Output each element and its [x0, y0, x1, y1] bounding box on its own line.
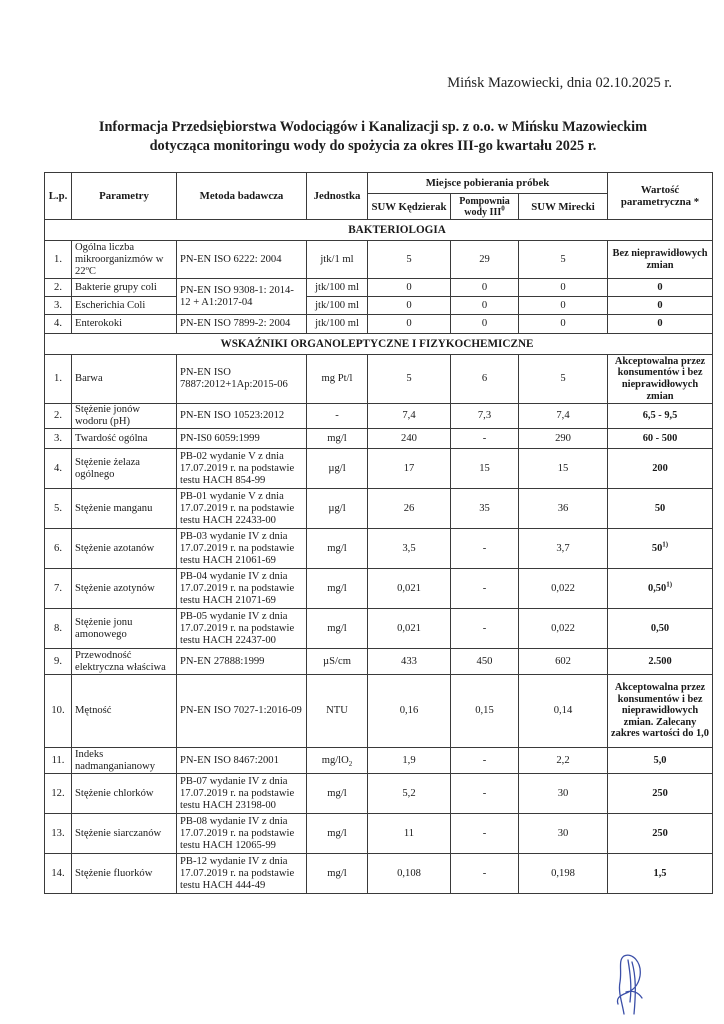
cell-limit: 60 - 500: [608, 429, 713, 449]
cell-mirecki: 36: [519, 489, 608, 529]
cell-param: Bakterie grupy coli: [72, 279, 177, 297]
cell-param: Escherichia Coli: [72, 297, 177, 315]
cell-kedzierak: 240: [368, 429, 451, 449]
cell-method: PN-EN ISO 7027-1:2016-09: [177, 675, 307, 748]
cell-lp: 2.: [45, 279, 72, 297]
cell-limit: 200: [608, 449, 713, 489]
document-title: [0, 118, 724, 156]
cell-pompownia: 450: [451, 649, 519, 675]
cell-unit: mg/l: [307, 774, 368, 814]
cell-mirecki: 30: [519, 814, 608, 854]
cell-param: Stężenie fluorków: [72, 854, 177, 894]
table-row: [45, 297, 713, 315]
footnote-ref: 1): [666, 580, 673, 589]
cell-pompownia: 0: [451, 315, 519, 334]
cell-pompownia: 6: [451, 355, 519, 404]
cell-pompownia: -: [451, 429, 519, 449]
cell-unit: mg/l: [307, 609, 368, 649]
cell-pompownia: -: [451, 748, 519, 774]
col-header-pompownia: [451, 194, 519, 220]
cell-unit: mg/l: [307, 529, 368, 569]
table-row: [45, 241, 713, 279]
cell-unit: NTU: [307, 675, 368, 748]
cell-limit: 0: [608, 297, 713, 315]
cell-method: PB-07 wydanie IV z dnia 17.07.2019 r. na podstawie testu HACH 23198-00: [177, 774, 307, 814]
cell-lp: 13.: [45, 814, 72, 854]
cell-param: Stężenie manganu: [72, 489, 177, 529]
cell-mirecki: 0,022: [519, 569, 608, 609]
cell-kedzierak: 5: [368, 241, 451, 279]
cell-pompownia: 35: [451, 489, 519, 529]
cell-mirecki: 290: [519, 429, 608, 449]
col-header-parametry: Parametry: [72, 173, 177, 220]
cell-unit: mg/l: [307, 429, 368, 449]
cell-pompownia: 0,15: [451, 675, 519, 748]
cell-method: PB-02 wydanie V z dnia 17.07.2019 r. na podstawie testu HACH 854-99: [177, 449, 307, 489]
cell-pompownia: 0: [451, 279, 519, 297]
table-row: [45, 854, 713, 894]
handwritten-signature-icon: [612, 952, 652, 1016]
table-row: [45, 569, 713, 609]
cell-lp: 3.: [45, 429, 72, 449]
cell-pompownia: -: [451, 609, 519, 649]
cell-limit: Akceptowalna przez konsumentów i bez nieprawidłowych zmian. Zalecany zakres wartości do 1,0: [608, 675, 713, 748]
table-row: [45, 529, 713, 569]
table-row: [45, 355, 713, 404]
cell-limit: 250: [608, 814, 713, 854]
pompownia-label: Pompownia wody III: [459, 195, 510, 218]
cell-method: PN-EN ISO 7899-2: 2004: [177, 315, 307, 334]
cell-kedzierak: 0,021: [368, 609, 451, 649]
cell-kedzierak: 0,16: [368, 675, 451, 748]
cell-lp: 6.: [45, 529, 72, 569]
cell-lp: 1.: [45, 241, 72, 279]
cell-lp: 10.: [45, 675, 72, 748]
cell-limit: 0,50: [608, 609, 713, 649]
cell-kedzierak: 5: [368, 355, 451, 404]
cell-lp: 1.: [45, 355, 72, 404]
col-header-miejsce: Miejsce pobierania próbek: [368, 173, 608, 194]
cell-unit: mg/l: [307, 814, 368, 854]
cell-unit: -: [307, 404, 368, 429]
cell-mirecki: 0,14: [519, 675, 608, 748]
cell-method: PN-EN ISO 8467:2001: [177, 748, 307, 774]
cell-kedzierak: 0: [368, 297, 451, 315]
cell-unit: jtk/100 ml: [307, 297, 368, 315]
cell-mirecki: 15: [519, 449, 608, 489]
cell-kedzierak: 0,021: [368, 569, 451, 609]
cell-pompownia: 0: [451, 297, 519, 315]
cell-kedzierak: 7,4: [368, 404, 451, 429]
col-header-suw-kedzierak: SUW Kędzierak: [368, 194, 451, 220]
cell-unit: jtk/100 ml: [307, 279, 368, 297]
cell-pompownia: -: [451, 569, 519, 609]
cell-method: PN-EN ISO 7887:2012+1Ap:2015-06: [177, 355, 307, 404]
cell-mirecki: 0: [519, 279, 608, 297]
cell-kedzierak: 17: [368, 449, 451, 489]
cell-pompownia: 7,3: [451, 404, 519, 429]
cell-unit: jtk/100 ml: [307, 315, 368, 334]
section-header: [45, 220, 713, 241]
water-monitoring-table: [44, 172, 713, 894]
cell-lp: 3.: [45, 297, 72, 315]
cell-pompownia: -: [451, 854, 519, 894]
cell-kedzierak: 0: [368, 315, 451, 334]
title-line-2: dotycząca monitoringu wody do spożycia za okres III-go kwartału 2025 r.: [149, 138, 597, 154]
cell-method: PN-EN 27888:1999: [177, 649, 307, 675]
cell-unit: mg/l: [307, 569, 368, 609]
cell-unit: jtk/1 ml: [307, 241, 368, 279]
table-row: [45, 814, 713, 854]
cell-kedzierak: 3,5: [368, 529, 451, 569]
cell-limit: 250: [608, 774, 713, 814]
cell-param: Stężenie chlorków: [72, 774, 177, 814]
cell-kedzierak: 1,9: [368, 748, 451, 774]
cell-kedzierak: 0: [368, 279, 451, 297]
cell-lp: 8.: [45, 609, 72, 649]
unit-value: mg/lO: [321, 754, 349, 766]
cell-param: Stężenie azotanów: [72, 529, 177, 569]
cell-method: PN-EN ISO 6222: 2004: [177, 241, 307, 279]
cell-param: Barwa: [72, 355, 177, 404]
table-row: [45, 649, 713, 675]
title-line-1: Informacja Przedsiębiorstwa Wodociągów i Kanalizacji sp. z o.o. w Mińsku Mazowieckim: [98, 119, 648, 135]
cell-lp: 5.: [45, 489, 72, 529]
cell-kedzierak: 11: [368, 814, 451, 854]
cell-mirecki: 0: [519, 297, 608, 315]
table-row: [45, 774, 713, 814]
cell-mirecki: 3,7: [519, 529, 608, 569]
cell-param: Stężenie azotynów: [72, 569, 177, 609]
document-date: Mińsk Mazowiecki, dnia 02.10.2025 r.: [447, 75, 672, 91]
cell-lp: 2.: [45, 404, 72, 429]
cell-param: Mętność: [72, 675, 177, 748]
cell-method: PN-EN ISO 10523:2012: [177, 404, 307, 429]
cell-kedzierak: 5,2: [368, 774, 451, 814]
cell-method: PN-EN ISO 9308-1: 2014-12 + A1:2017-04: [177, 279, 307, 315]
pompownia-sup: 0: [501, 204, 505, 213]
cell-lp: 12.: [45, 774, 72, 814]
cell-unit: mg Pt/l: [307, 355, 368, 404]
cell-kedzierak: 433: [368, 649, 451, 675]
limit-value: 0,50: [648, 582, 667, 594]
cell-param: Przewodność elektryczna właściwa: [72, 649, 177, 675]
cell-mirecki: 2,2: [519, 748, 608, 774]
table-row: [45, 748, 713, 774]
cell-lp: 7.: [45, 569, 72, 609]
col-header-lp: L.p.: [45, 173, 72, 220]
cell-param: Enterokoki: [72, 315, 177, 334]
cell-param: Stężenie siarczanów: [72, 814, 177, 854]
cell-param: Twardość ogólna: [72, 429, 177, 449]
cell-pompownia: 15: [451, 449, 519, 489]
cell-method: PB-05 wydanie IV z dnia 17.07.2019 r. na podstawie testu HACH 22437-00: [177, 609, 307, 649]
cell-lp: 4.: [45, 315, 72, 334]
cell-mirecki: 7,4: [519, 404, 608, 429]
cell-param: Stężenie jonów wodoru (pH): [72, 404, 177, 429]
cell-limit: 1,5: [608, 854, 713, 894]
table-row: [45, 489, 713, 529]
table-row: [45, 609, 713, 649]
cell-method: PN-IS0 6059:1999: [177, 429, 307, 449]
cell-unit: µg/l: [307, 489, 368, 529]
col-header-wartosc: Wartość parametryczna *: [608, 173, 713, 220]
cell-lp: 11.: [45, 748, 72, 774]
cell-kedzierak: 0,108: [368, 854, 451, 894]
cell-kedzierak: 26: [368, 489, 451, 529]
table-row: [45, 449, 713, 489]
cell-mirecki: 5: [519, 355, 608, 404]
footnote-ref: 1): [662, 540, 669, 549]
cell-mirecki: 0,022: [519, 609, 608, 649]
cell-lp: 9.: [45, 649, 72, 675]
cell-mirecki: 0: [519, 315, 608, 334]
table-row: [45, 279, 713, 297]
cell-pompownia: -: [451, 774, 519, 814]
cell-lp: 4.: [45, 449, 72, 489]
cell-limit: [608, 569, 713, 609]
table-row: [45, 404, 713, 429]
cell-param: Ogólna liczba mikroorganizmów w 22ºC: [72, 241, 177, 279]
section-title-bakteriologia: BAKTERIOLOGIA: [45, 220, 713, 241]
cell-limit: 6,5 - 9,5: [608, 404, 713, 429]
cell-method: PB-04 wydanie IV z dnia 17.07.2019 r. na podstawie testu HACH 21071-69: [177, 569, 307, 609]
cell-limit: Bez nieprawidłowych zmian: [608, 241, 713, 279]
col-header-jednostka: Jednostka: [307, 173, 368, 220]
cell-limit: 0: [608, 279, 713, 297]
cell-method: PB-12 wydanie IV z dnia 17.07.2019 r. na podstawie testu HACH 444-49: [177, 854, 307, 894]
cell-pompownia: 29: [451, 241, 519, 279]
section-title-wskazniki: WSKAŹNIKI ORGANOLEPTYCZNE I FIZYKOCHEMICZNE: [45, 334, 713, 355]
cell-limit: Akceptowalna przez konsumentów i bez nieprawidłowych zmian: [608, 355, 713, 404]
col-header-metoda: Metoda badawcza: [177, 173, 307, 220]
cell-param: Indeks nadmanganianowy: [72, 748, 177, 774]
cell-unit: [307, 748, 368, 774]
cell-method: PB-03 wydanie IV z dnia 17.07.2019 r. na podstawie testu HACH 21061-69: [177, 529, 307, 569]
table-row: [45, 429, 713, 449]
table-row: [45, 315, 713, 334]
cell-unit: µg/l: [307, 449, 368, 489]
cell-mirecki: 0,198: [519, 854, 608, 894]
cell-unit: mg/l: [307, 854, 368, 894]
cell-pompownia: -: [451, 529, 519, 569]
cell-mirecki: 30: [519, 774, 608, 814]
cell-param: Stężenie żelaza ogólnego: [72, 449, 177, 489]
cell-mirecki: 5: [519, 241, 608, 279]
limit-value: 50: [651, 542, 663, 554]
cell-pompownia: -: [451, 814, 519, 854]
cell-method: PB-01 wydanie V z dnia 17.07.2019 r. na podstawie testu HACH 22433-00: [177, 489, 307, 529]
cell-unit: µS/cm: [307, 649, 368, 675]
table-row: [45, 675, 713, 748]
cell-param: Stężenie jonu amonowego: [72, 609, 177, 649]
cell-limit: 50: [608, 489, 713, 529]
unit-subscript: 2: [348, 759, 353, 768]
col-header-suw-mirecki: SUW Mirecki: [519, 194, 608, 220]
section-header: [45, 334, 713, 355]
cell-lp: 14.: [45, 854, 72, 894]
cell-method: PB-08 wydanie IV z dnia 17.07.2019 r. na podstawie testu HACH 12065-99: [177, 814, 307, 854]
cell-limit: [608, 529, 713, 569]
cell-limit: 2.500: [608, 649, 713, 675]
cell-limit: 5,0: [608, 748, 713, 774]
cell-limit: 0: [608, 315, 713, 334]
cell-mirecki: 602: [519, 649, 608, 675]
